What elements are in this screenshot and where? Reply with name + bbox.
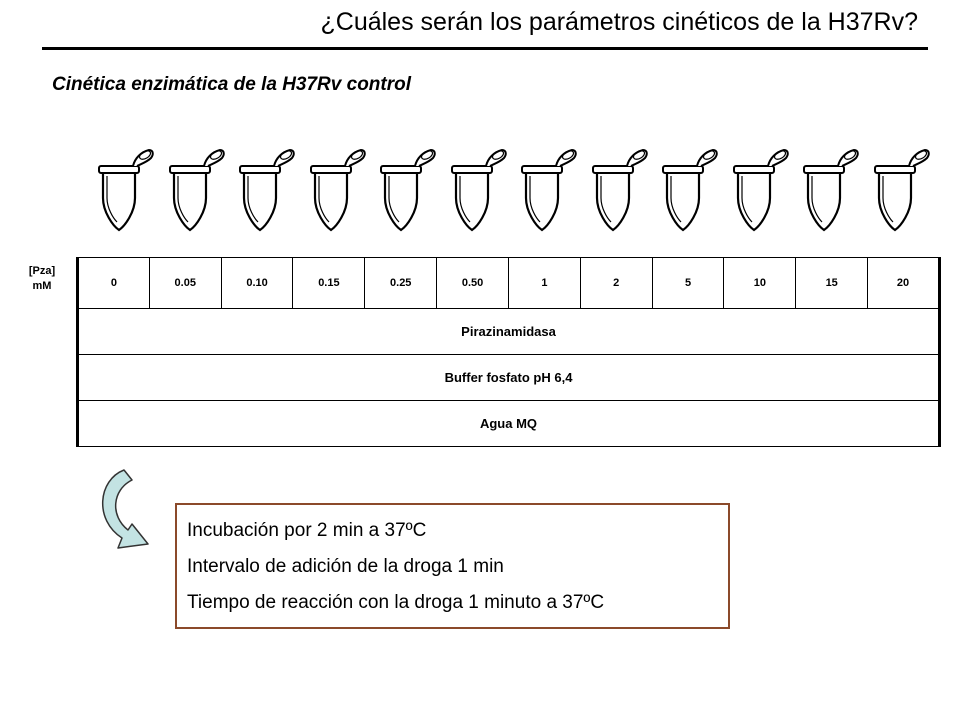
microcentrifuge-tube-icon [307,146,367,234]
concentration-cell: 2 [580,258,652,309]
microcentrifuge-tube-icon [166,146,226,234]
note-line: Incubación por 2 min a 37ºC [187,520,427,541]
microcentrifuge-tube-icon [448,146,508,234]
concentration-row [78,258,940,309]
concentration-row-label [14,264,70,294]
microcentrifuge-tube-icon [871,146,931,234]
table-left-edge [76,257,79,443]
reagent-pirazinamidasa: Pirazinamidasa [78,309,940,355]
microcentrifuge-tube-icon [95,146,155,234]
table-right-edge [938,257,941,443]
reagent-row [78,401,940,447]
curved-arrow-icon [88,468,158,558]
concentration-label-line2: mM [32,280,52,292]
concentration-cell: 1 [508,258,580,309]
concentration-cell: 5 [652,258,724,309]
slide-subtitle: Cinética enzimática de la H37Rv control [52,74,412,95]
concentration-cell: 0 [78,258,150,309]
concentration-cell: 15 [796,258,868,309]
concentration-cell: 0.05 [149,258,221,309]
concentration-cell: 0.15 [293,258,365,309]
title-underline [42,47,928,50]
microcentrifuge-tube-icon [518,146,578,234]
reaction-table [76,257,941,447]
tube-row [95,146,935,236]
note-line: Tiempo de reacción con la droga 1 minuto a 37ºC [187,592,605,613]
concentration-cell: 0.50 [437,258,509,309]
reagent-buffer: Buffer fosfato pH 6,4 [78,355,940,401]
note-line: Intervalo de adición de la droga 1 min [187,556,504,577]
reagent-agua: Agua MQ [78,401,940,447]
microcentrifuge-tube-icon [730,146,790,234]
microcentrifuge-tube-icon [589,146,649,234]
concentration-cell: 20 [868,258,940,309]
microcentrifuge-tube-icon [800,146,860,234]
microcentrifuge-tube-icon [377,146,437,234]
reagent-row [78,309,940,355]
concentration-cell: 10 [724,258,796,309]
concentration-label-line1: [Pza] [28,265,56,277]
concentration-cell: 0.10 [221,258,293,309]
reagent-row [78,355,940,401]
concentration-cell: 0.25 [365,258,437,309]
incubation-notes-box [175,503,730,629]
microcentrifuge-tube-icon [236,146,296,234]
microcentrifuge-tube-icon [659,146,719,234]
slide-title: ¿Cuáles serán los parámetros cinéticos de la H37Rv? [320,8,918,36]
